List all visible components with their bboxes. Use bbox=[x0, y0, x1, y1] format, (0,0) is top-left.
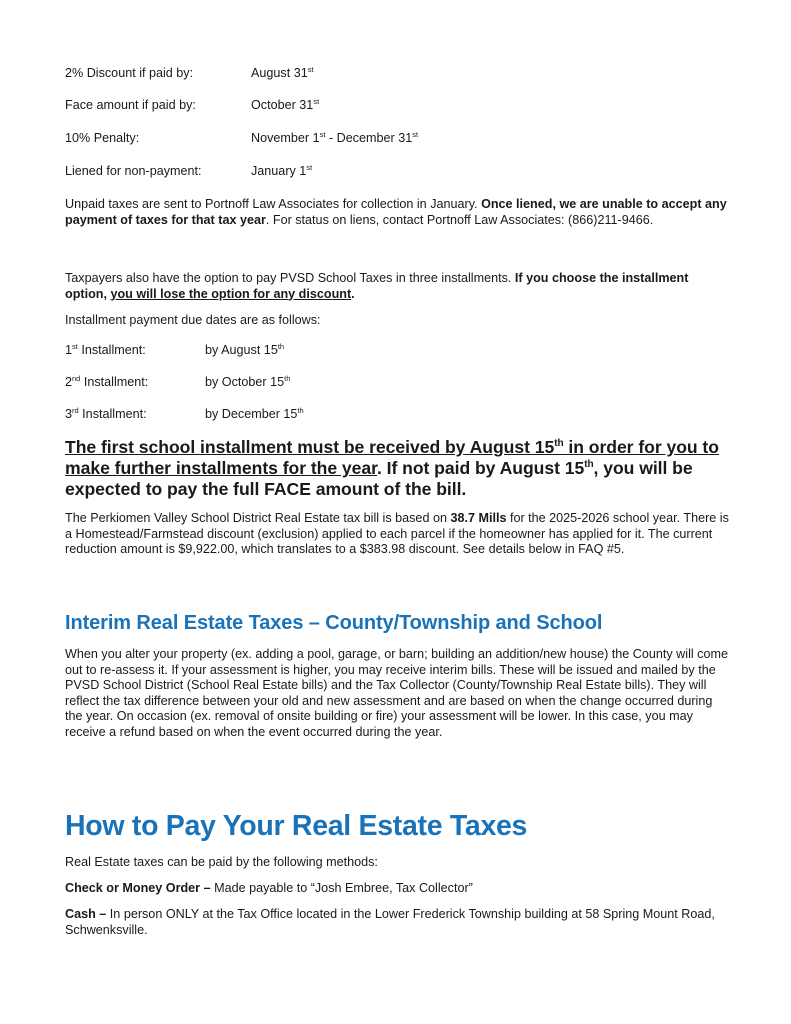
warning-text-4: , you will be expected to pay the full FACE amount of the bill. bbox=[65, 458, 693, 499]
ordinal-suffix: rd bbox=[72, 406, 79, 415]
schedule-date bbox=[251, 66, 314, 81]
installment-intro: Installment payment due dates are as follows: bbox=[65, 313, 321, 327]
installment-number: 2 bbox=[65, 375, 73, 389]
date-suffix: st bbox=[319, 130, 326, 139]
due-text: by December 15 bbox=[205, 407, 298, 421]
installment-number: 3 bbox=[65, 407, 73, 421]
due-suffix: th bbox=[297, 406, 304, 415]
how-to-pay-intro: Real Estate taxes can be paid by the following methods: bbox=[65, 855, 378, 869]
date-suffix: st bbox=[313, 97, 320, 106]
millage-detail-text: for the 2025-2026 school year. There is a Homestead/Farmstead discount (exclusion) applied to each parcel if the homeowner has applied for it. The current reduction amount is $9,922.00, which translates to a $383.98 discount. See details below in FAQ #5. bbox=[65, 511, 729, 556]
millage-paragraph bbox=[65, 511, 730, 558]
warning-suffix-1: th bbox=[554, 438, 564, 449]
date-suffix: st bbox=[306, 163, 313, 172]
installment-row bbox=[65, 342, 285, 358]
method-name: Check or Money Order – bbox=[65, 881, 211, 895]
installment-row bbox=[65, 406, 304, 422]
installment-label-text: Installment: bbox=[80, 375, 149, 389]
installment-period: . bbox=[351, 286, 355, 301]
schedule-label: Liened for non-payment: bbox=[65, 164, 202, 178]
lien-contact-text: . For status on liens, contact Portnoff Law Associates: (866)211-9466. bbox=[265, 212, 654, 227]
how-to-pay-heading: How to Pay Your Real Estate Taxes bbox=[65, 810, 528, 842]
installment-warning bbox=[65, 437, 730, 500]
installment-label bbox=[65, 343, 146, 358]
millage-rate: 38.7 Mills bbox=[450, 511, 507, 525]
schedule-label: 10% Penalty: bbox=[65, 131, 140, 145]
installment-row bbox=[65, 374, 291, 390]
schedule-label: Face amount if paid by: bbox=[65, 98, 196, 112]
warning-suffix-2: th bbox=[584, 459, 594, 470]
method-detail: In person ONLY at the Tax Office located in the Lower Frederick Township building at 58 Spring Mount Road, Schwenksville. bbox=[65, 907, 715, 937]
schedule-row-discount bbox=[65, 65, 314, 81]
installment-warning-text: you will lose the option for any discount bbox=[110, 286, 352, 301]
warning-text-2: in order for you to make further installments for the year bbox=[65, 437, 719, 478]
installment-text: Taxpayers also have the option to pay PVSD School Taxes in three installments. bbox=[65, 271, 515, 285]
date-text: August 31 bbox=[251, 66, 308, 80]
installment-due bbox=[205, 343, 284, 358]
installment-number: 1 bbox=[65, 343, 73, 357]
date-text-end: - December 31 bbox=[325, 131, 413, 145]
interim-heading: Interim Real Estate Taxes – County/Township and School bbox=[65, 612, 603, 634]
installment-paragraph bbox=[65, 271, 730, 302]
schedule-row-face bbox=[65, 97, 320, 113]
payment-method-cash bbox=[65, 907, 730, 938]
warning-text-1: The first school installment must be received by August 15 bbox=[65, 437, 555, 457]
schedule-date bbox=[251, 98, 319, 113]
due-suffix: th bbox=[284, 374, 291, 383]
schedule-date bbox=[251, 164, 312, 179]
lien-text: Unpaid taxes are sent to Portnoff Law Associates for collection in January. bbox=[65, 197, 482, 211]
due-text: by August 15 bbox=[205, 343, 278, 357]
lien-paragraph bbox=[65, 197, 730, 228]
installment-label-text: Installment: bbox=[78, 407, 147, 421]
installment-due bbox=[205, 407, 304, 422]
installment-bold-text: If you choose the installment option, bbox=[65, 271, 689, 301]
payment-method-check bbox=[65, 881, 730, 897]
schedule-date bbox=[251, 131, 418, 146]
installment-label bbox=[65, 375, 148, 390]
method-name: Cash – bbox=[65, 907, 107, 921]
installment-label-text: Installment: bbox=[77, 343, 146, 357]
ordinal-suffix: nd bbox=[72, 374, 81, 383]
millage-text: The Perkiomen Valley School District Real Estate tax bill is based on bbox=[65, 511, 451, 525]
date-text: November 1 bbox=[251, 131, 320, 145]
installment-label bbox=[65, 407, 147, 422]
warning-text-3: . If not paid by August 15 bbox=[376, 458, 585, 478]
due-suffix: th bbox=[277, 342, 285, 351]
due-text: by October 15 bbox=[205, 375, 285, 389]
ordinal-suffix: st bbox=[72, 342, 78, 351]
method-detail: Made payable to “Josh Embree, Tax Collector” bbox=[210, 881, 473, 895]
interim-paragraph: When you alter your property (ex. adding a pool, garage, or barn; building an addition/new house) the County will come out to re-assess it. If your assessment is higher, you may receive interim bills. These will be issued and mailed by the PVSD School District (School Real Estate bills) and the Tax Collector (County/Township Real Estate bills). They will reflect the tax difference between your old and new assessment and are based on when the change occurred during the year. On occasion (ex. removal of onsite building or fire) your assessment will be lower. In this case, you may receive a refund based on when the event occurred during the year. bbox=[65, 647, 728, 739]
date-text: January 1 bbox=[251, 164, 307, 178]
lien-bold-text: Once liened, we are unable to accept any payment of taxes for that tax year bbox=[65, 197, 727, 227]
date-suffix-end: st bbox=[412, 130, 419, 139]
date-text: October 31 bbox=[251, 98, 314, 112]
date-suffix: st bbox=[307, 65, 314, 74]
installment-due bbox=[205, 375, 290, 390]
schedule-row-lien bbox=[65, 163, 313, 179]
schedule-row-penalty bbox=[65, 130, 419, 146]
schedule-label: 2% Discount if paid by: bbox=[65, 66, 194, 80]
